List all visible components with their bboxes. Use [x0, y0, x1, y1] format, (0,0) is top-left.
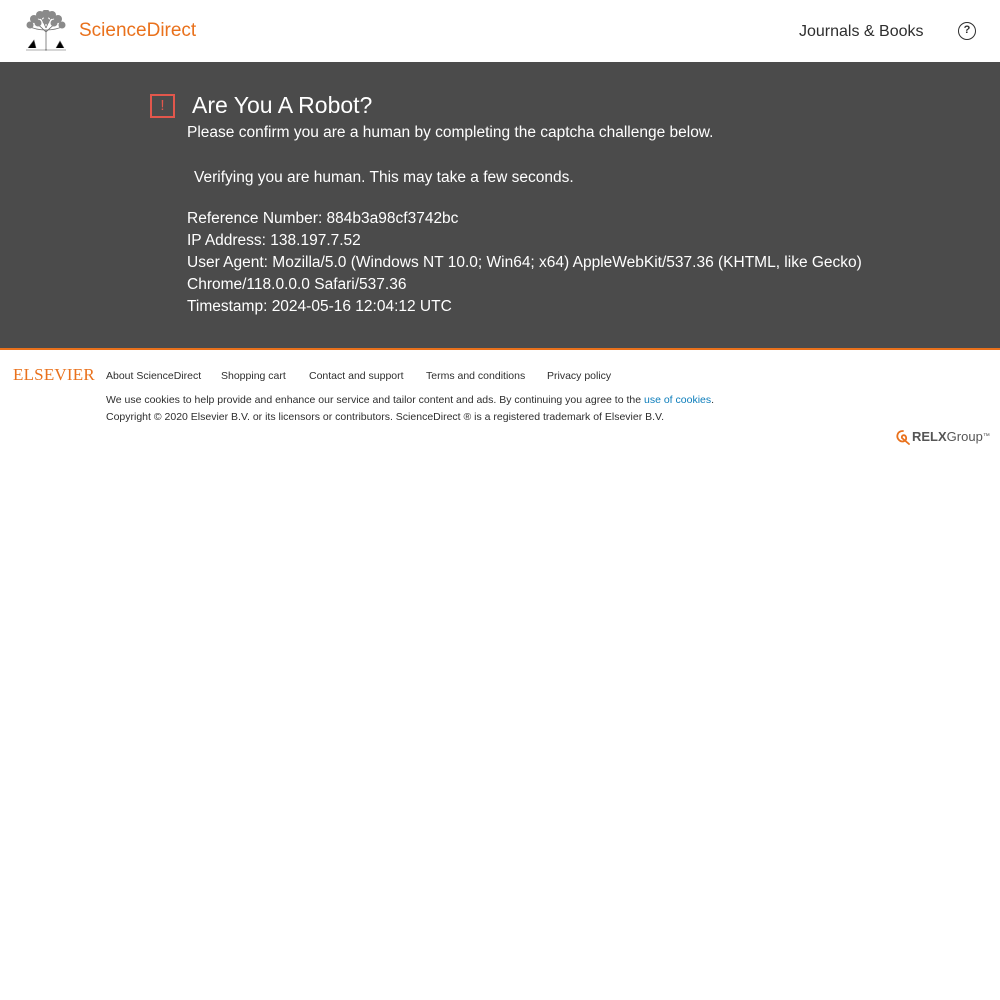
site-footer — [0, 352, 1000, 452]
elsevier-logo[interactable]: ELSEVIER — [13, 365, 95, 384]
cookie-notice-end: . — [711, 394, 715, 406]
ip-address: IP Address: 138.197.7.52 — [187, 232, 361, 249]
page-title: Are You A Robot? — [192, 92, 373, 118]
site-header — [0, 0, 1000, 62]
captcha-instructions: Please confirm you are a human by completing the captcha challenge below. — [187, 124, 714, 141]
verification-status: Verifying you are human. This may take a few seconds. — [194, 169, 574, 186]
relx-group-logo[interactable] — [894, 428, 990, 446]
cookie-notice-text: We use cookies to help provide and enhance our service and tailor content and ads. By continuing you agree to the — [106, 394, 644, 406]
user-agent-line-1: User Agent: Mozilla/5.0 (Windows NT 10.0; Win64; x64) AppleWebKit/537.36 (KHTML, like Gecko) — [187, 254, 862, 271]
sciencedirect-home-link[interactable]: ScienceDirect — [79, 20, 197, 41]
footer-link-terms[interactable]: Terms and conditions — [426, 370, 526, 382]
journals-books-link[interactable]: Journals & Books — [799, 23, 924, 40]
footer-link-about[interactable]: About ScienceDirect — [106, 370, 202, 382]
footer-link-contact[interactable]: Contact and support — [309, 370, 404, 382]
help-icon[interactable]: ? — [958, 22, 976, 40]
copyright-notice: Copyright © 2020 Elsevier B.V. or its licensors or contributors. ScienceDirect ® is a registered trademark of Elsevier B.V. — [106, 411, 665, 423]
captcha-panel — [0, 62, 1000, 350]
timestamp: Timestamp: 2024-05-16 12:04:12 UTC — [187, 298, 452, 315]
cookie-notice — [106, 393, 714, 407]
warning-icon: ! — [150, 94, 175, 118]
use-of-cookies-link[interactable]: use of cookies — [644, 394, 712, 406]
elsevier-tree-icon[interactable] — [24, 10, 68, 52]
footer-link-privacy[interactable]: Privacy policy — [547, 370, 612, 382]
relx-name: RELX — [912, 429, 947, 444]
relx-group-text: Group — [946, 429, 983, 444]
relx-swirl-icon — [894, 429, 912, 445]
reference-number: Reference Number: 884b3a98cf3742bc — [187, 210, 459, 227]
user-agent-line-2: Chrome/118.0.0.0 Safari/537.36 — [187, 276, 407, 293]
relx-trademark: ™ — [982, 433, 990, 440]
footer-link-shopping-cart[interactable]: Shopping cart — [221, 370, 286, 382]
